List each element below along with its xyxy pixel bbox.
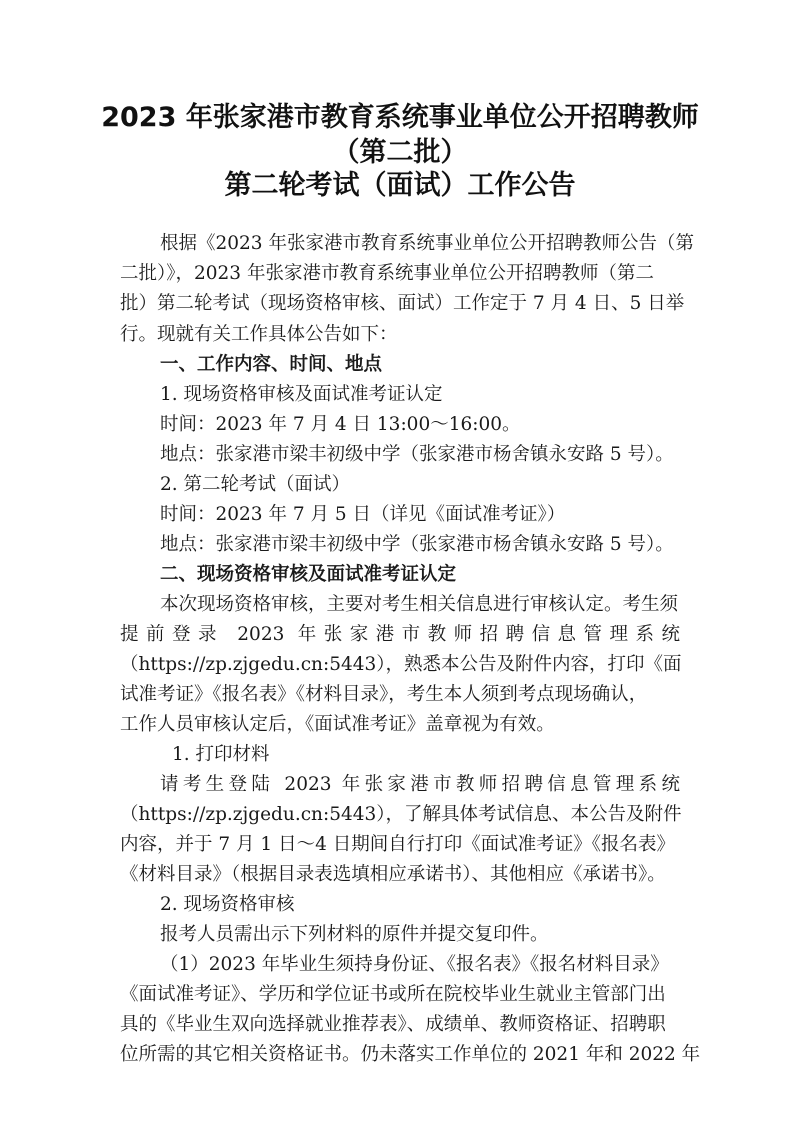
- subsection-heading: 2. 现场资格审核: [160, 894, 295, 915]
- paragraph-line: 《面试准考证》、学历和学位证书或所在院校毕业生就业主管部门出: [120, 984, 666, 1005]
- paragraph-line: （https://zp.zjgedu.cn:5443），了解具体考试信息、本公告及附件: [120, 804, 682, 825]
- subsection-heading: 1. 打印材料: [172, 744, 270, 765]
- paragraph-line: 本次现场资格审核，主要对考生相关信息进行审核认定。考生须: [160, 594, 679, 615]
- title-line-3: 第二轮考试（面试）工作公告: [224, 170, 576, 201]
- paragraph-line: 时间：2023 年 7 月 5 日（详见《面试准考证》）: [160, 504, 566, 525]
- paragraph-line: 报考人员需出示下列材料的原件并提交复印件。: [160, 924, 549, 945]
- paragraph-line: 《材料目录》（根据目录表选填相应承诺书）、其他相应《承诺书》。: [120, 864, 666, 885]
- subsection-heading: 2. 第二轮考试（面试）: [160, 474, 351, 495]
- section-heading: 一、工作内容、时间、地点: [160, 354, 383, 375]
- paragraph-line: （https://zp.zjgedu.cn:5443），熟悉本公告及附件内容，打印《面: [120, 654, 682, 675]
- paragraph-line: 内容，并于 7 月 1 日～4 日期间自行打印《面试准考证》《报名表》: [120, 834, 675, 855]
- paragraph-line: 提前登录 2023 年张家港市教师招聘信息管理系统: [120, 624, 680, 645]
- title-line-2: （第二批）: [332, 137, 468, 168]
- paragraph-line: 工作人员审核认定后，《面试准考证》盖章视为有效。: [120, 714, 555, 735]
- paragraph-line: 时间：2023 年 7 月 4 日 13:00～16:00。: [160, 414, 521, 435]
- paragraph-line: 位所需的其它相关资格证书。仍未落实工作单位的 2021 年和 2022 年: [120, 1044, 701, 1065]
- paragraph-line: 地点：张家港市梁丰初级中学（张家港市杨舍镇永安路 5 号）。: [160, 444, 674, 465]
- title-line-1: 2023 年张家港市教育系统事业单位公开招聘教师: [101, 102, 699, 133]
- paragraph-line: 地点：张家港市梁丰初级中学（张家港市杨舍镇永安路 5 号）。: [160, 534, 674, 555]
- section-heading: 二、现场资格审核及面试准考证认定: [160, 564, 457, 585]
- subsection-heading: 1. 现场资格审核及面试准考证认定: [160, 384, 443, 405]
- paragraph-line: 请考生登陆 2023 年张家港市教师招聘信息管理系统: [160, 774, 680, 795]
- paragraph-line: 批）第二轮考试（现场资格审核、面试）工作定于 7 月 4 日、5 日举: [120, 293, 685, 314]
- paragraph-line: 具的《毕业生双向选择就业推荐表》、成绩单、教师资格证、招聘职: [120, 1014, 666, 1035]
- paragraph-line: 行。现就有关工作具体公告如下：: [120, 324, 398, 345]
- paragraph-line: （1）2023 年毕业生须持身份证、《报名表》《报名材料目录》: [160, 954, 669, 975]
- paragraph-line: 试准考证》《报名表》《材料目录》，考生本人须到考点现场确认，: [120, 684, 648, 705]
- paragraph-line: 根据《2023 年张家港市教育系统事业单位公开招聘教师公告（第: [160, 233, 694, 254]
- paragraph-line: 二批）》，2023 年张家港市教育系统事业单位公开招聘教师（第二: [120, 263, 654, 284]
